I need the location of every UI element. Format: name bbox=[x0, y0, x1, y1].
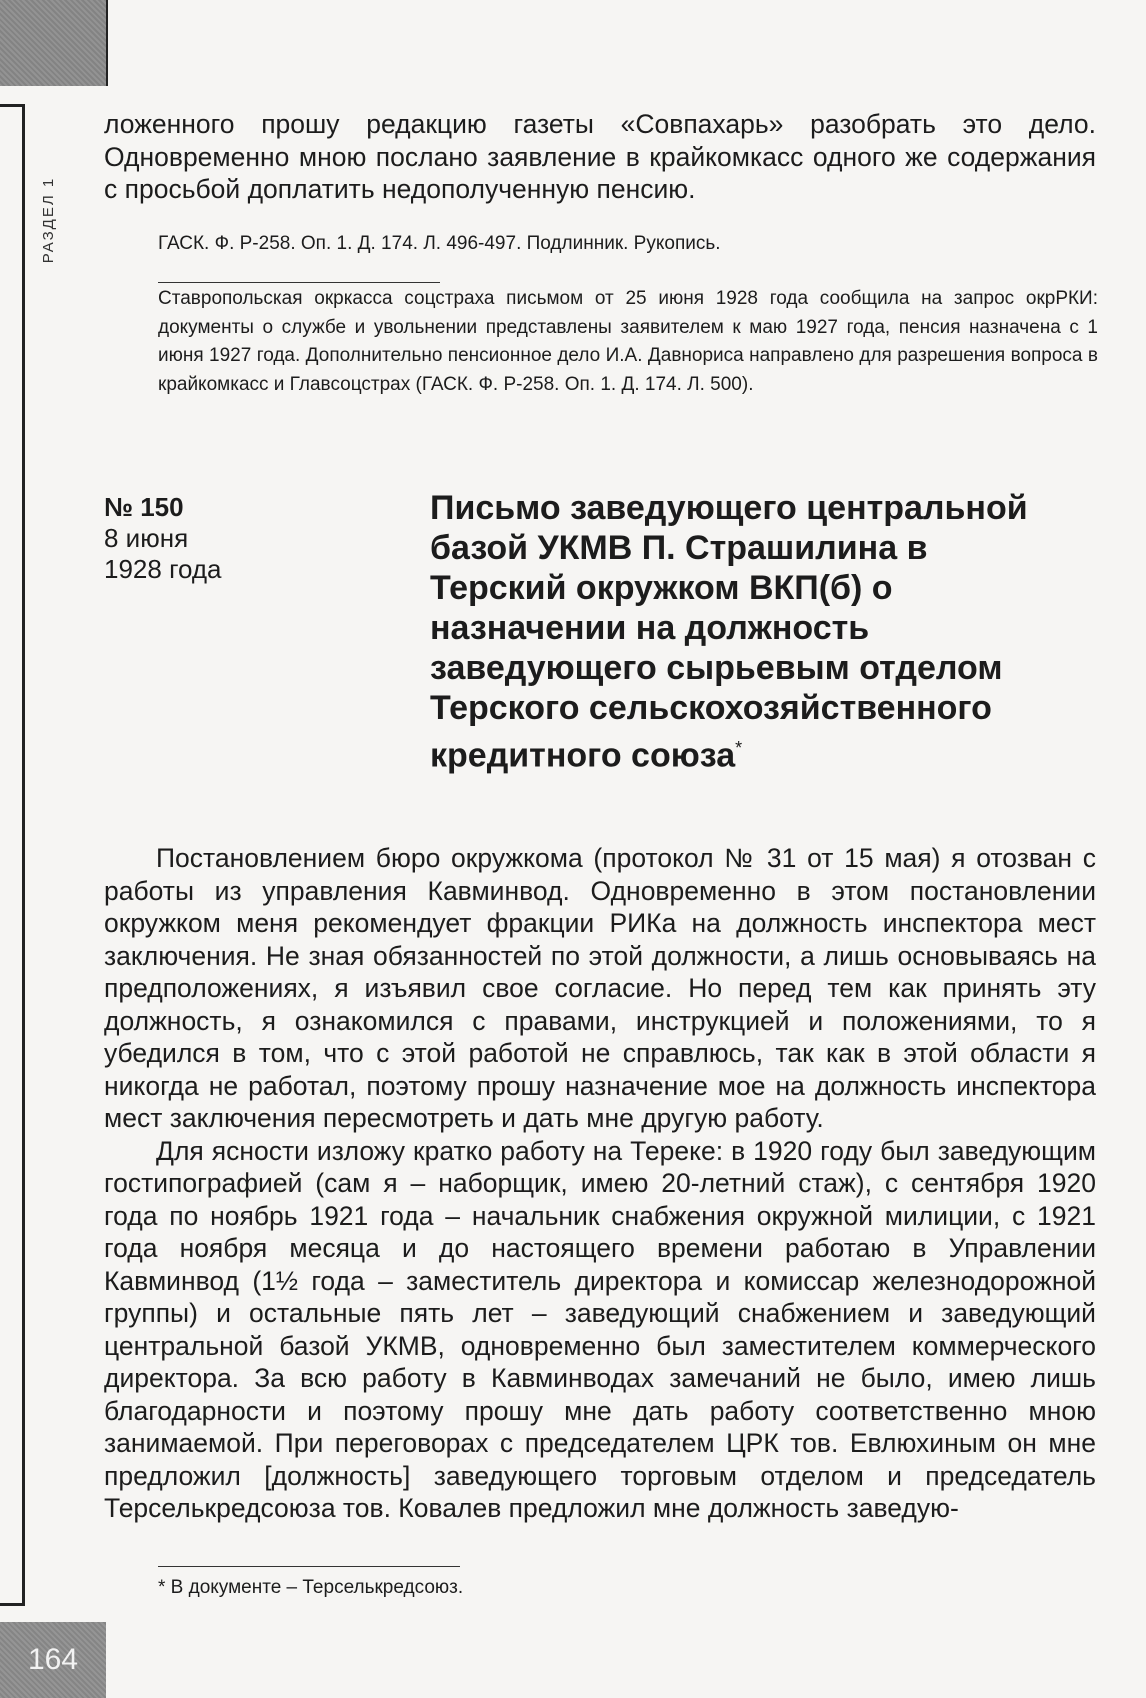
letter-body bbox=[104, 842, 1096, 1525]
footnote-separator bbox=[158, 1566, 460, 1567]
section-label: РАЗДЕЛ 1 bbox=[40, 176, 57, 264]
source-reference: ГАСК. Ф. Р-258. Оп. 1. Д. 174. Л. 496-497. Подлинник. Рукопись. bbox=[158, 233, 721, 254]
document-number: № 150 bbox=[104, 492, 184, 522]
document-date-day: 8 июня bbox=[104, 523, 189, 553]
letter-paragraph-1: Постановлением бюро окружкома (протокол № 31 от 15 мая) я отозван с работы из управления Кавминвод. Одновременно в этом постановлении окружком меня рекомендует фракции РИКа на должность инспектора мест заключения. Не зная обязанностей по этой должности, а лишь основываясь на предположениях, я изъявил свое согласие. Но перед тем как принять эту должность, я ознакомился с правами, инструкцией и положениями, то я убедился в том, что с этой работой не справлюсь, так как в этой области я никогда не работал, поэтому прошу назначение мое на должность инспектора мест заключения пересмотреть и дать мне другую работу. bbox=[104, 843, 1096, 1133]
note-block bbox=[158, 285, 1098, 399]
corner-decoration bbox=[0, 0, 108, 86]
document-title-text: Письмо заведующего центральной базой УКМВ П. Страшилина в Терский окружком ВКП(б) о назначении на должность заведующего сырьевым отделом Терского сельскохозяйственного кредитного союза bbox=[430, 489, 1028, 775]
continuation-paragraph: ложенного прошу редакцию газеты «Совпахарь» разобрать это дело. Одновременно мною послано заявление в крайкомкасс одного же содержания с просьбой доплатить недополученную пенсию. bbox=[104, 109, 1096, 204]
archival-note: Ставропольская окркасса соцстраха письмом от 25 июня 1928 года сообщила на запрос окрРКИ: документы о службе и увольнении представлены заявителем к маю 1927 года, пенсия назначена с 1 июня 1927 года. Дополнительно пенсионное дело И.А. Давнориса направлено для разрешения вопроса в крайкомкасс и Главсоцстрах (ГАСК. Ф. Р-258. Оп. 1. Д. 174. Л. 500). bbox=[158, 288, 1098, 395]
footnote-marker: * bbox=[735, 738, 743, 758]
continuation-text-block bbox=[104, 108, 1096, 206]
note-separator bbox=[158, 282, 440, 283]
page-number: 164 bbox=[0, 1622, 106, 1698]
footnote: * В документе – Терселькредсоюз. bbox=[158, 1577, 464, 1598]
footnote-block bbox=[158, 1574, 1058, 1603]
source-reference-block bbox=[158, 230, 1098, 259]
margin-frame bbox=[0, 104, 25, 1606]
document-meta bbox=[104, 492, 222, 585]
document-title bbox=[430, 488, 1070, 775]
letter-paragraph-2: Для ясности изложу кратко работу на Тереке: в 1920 году был заведующим гостипографией (сам я – наборщик, имею 20-летний стаж), с сентября 1920 года по ноябрь 1921 года – начальник снабжения окружной милиции, с 1921 года ноября месяца и до настоящего времени работаю в Управлении Кавминвод (1½ года – заместитель директора и комиссар железнодорожной группы) и остальные пять лет – заведующий снабжением и заведующий центральной базой УКМВ, одновременно был заместителем коммерческого директора. За всю работу в Кавминводах замечаний не было, имею лишь благодарности и поэтому прошу мне дать работу соответственно мною занимаемой. При переговорах с председателем ЦРК тов. Евлюхиным он мне предложил [должность] заведующего торговым отделом и председатель Терселькредсоюза тов. Ковалев предложил мне должность заведую- bbox=[104, 1135, 1096, 1523]
document-date-year: 1928 года bbox=[104, 554, 222, 584]
